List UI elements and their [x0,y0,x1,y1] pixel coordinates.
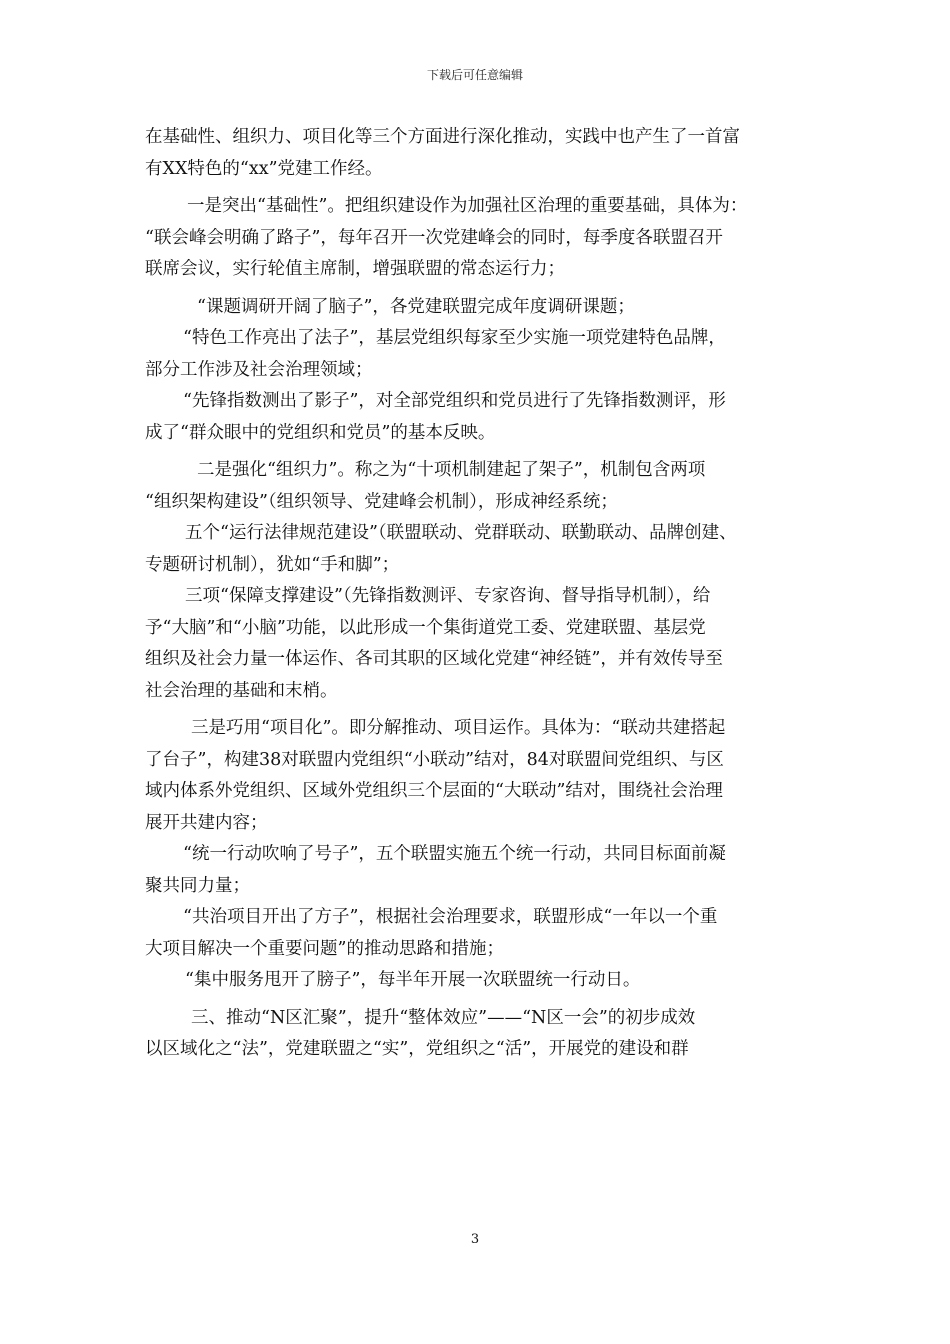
text-line: 三是巧用“项目化”。即分解推动、项目运作。具体为：“联动共建搭起 [191,718,726,738]
text-line: 以区域化之“法”，党建联盟之“实”，党组织之“活”，开展党的建设和群 [145,1039,689,1059]
text-line: 在基础性、组织力、项目化等三个方面进行深化推动，实践中也产生了一首富 [145,127,740,147]
text-line: 专题研讨机制），犹如“手和脚”； [145,554,400,575]
text-line: “统一行动吹响了号子”，五个联盟实施五个统一行动，共同目标面前凝 [183,844,726,864]
text-line: “课题调研开阔了脑子”，各党建联盟完成年度调研课题； [197,296,635,317]
text-line: 三项“保障支撑建设”（先锋指数测评、专家咨询、督导指导机制），给 [185,586,711,606]
text-line: “联会峰会明确了路子”，每年召开一次党建峰会的同时，每季度各联盟召开 [145,227,723,248]
text-line: “先锋指数测出了影子”，对全部党组织和党员进行了先锋指数测评，形 [183,391,726,411]
text-line: 域内体系外党组织、区域外党组织三个层面的“大联动”结对，围绕社会治理 [145,781,723,801]
text-line: 一是突出“基础性”。把组织建设作为加强社区治理的重要基础，具体为： [187,196,748,216]
text-line: 部分工作涉及社会治理领域； [145,359,373,380]
page-number: 3 [470,1232,480,1247]
body-text [145,122,845,1066]
text-line: 社会治理的基础和末梢。 [145,680,338,701]
text-line: “共治项目开出了方子”，根据社会治理要求，联盟形成“一年以一个重 [183,907,718,927]
text-line: 组织及社会力量一体运作、各司其职的区域化党建“神经链”，并有效传导至 [145,649,723,669]
text-line: “集中服务甩开了膀子”，每半年开展一次联盟统一行动日。 [185,970,641,990]
text-line: “组织架构建设”（组织领导、党建峰会机制），形成神经系统； [145,491,618,512]
text-line: 五个“运行法律规范建设”（联盟联动、党群联动、联勤联动、品牌创建、 [185,523,737,543]
text-line: 二是强化“组织力”。称之为“十项机制建起了架子”，机制包含两项 [197,460,706,480]
text-line: 成了“群众眼中的党组织和党员”的基本反映。 [145,422,496,443]
text-line: “特色工作亮出了法子”，基层党组织每家至少实施一项党建特色品牌， [183,328,726,348]
page-header: 下载后可任意编辑 [426,68,523,82]
text-line: 三、推动“N区汇聚”，提升“整体效应”——“N区一会”的初步成效 [191,1007,696,1028]
text-line: 予“大脑”和“小脑”功能，以此形成一个集街道党工委、党建联盟、基层党 [145,617,706,638]
text-line: 聚共同力量； [145,875,250,896]
text-line: 大项目解决一个重要问题”的推动思路和措施； [145,938,504,959]
text-line: 有XX特色的“xx”党建工作经。 [145,158,383,179]
text-line: 了台子”，构建38对联盟内党组织“小联动”结对，84对联盟间党组织、与区 [145,749,724,770]
text-line: 联席会议，实行轮值主席制，增强联盟的常态运行力； [145,259,565,279]
text-line: 展开共建内容； [145,812,268,833]
